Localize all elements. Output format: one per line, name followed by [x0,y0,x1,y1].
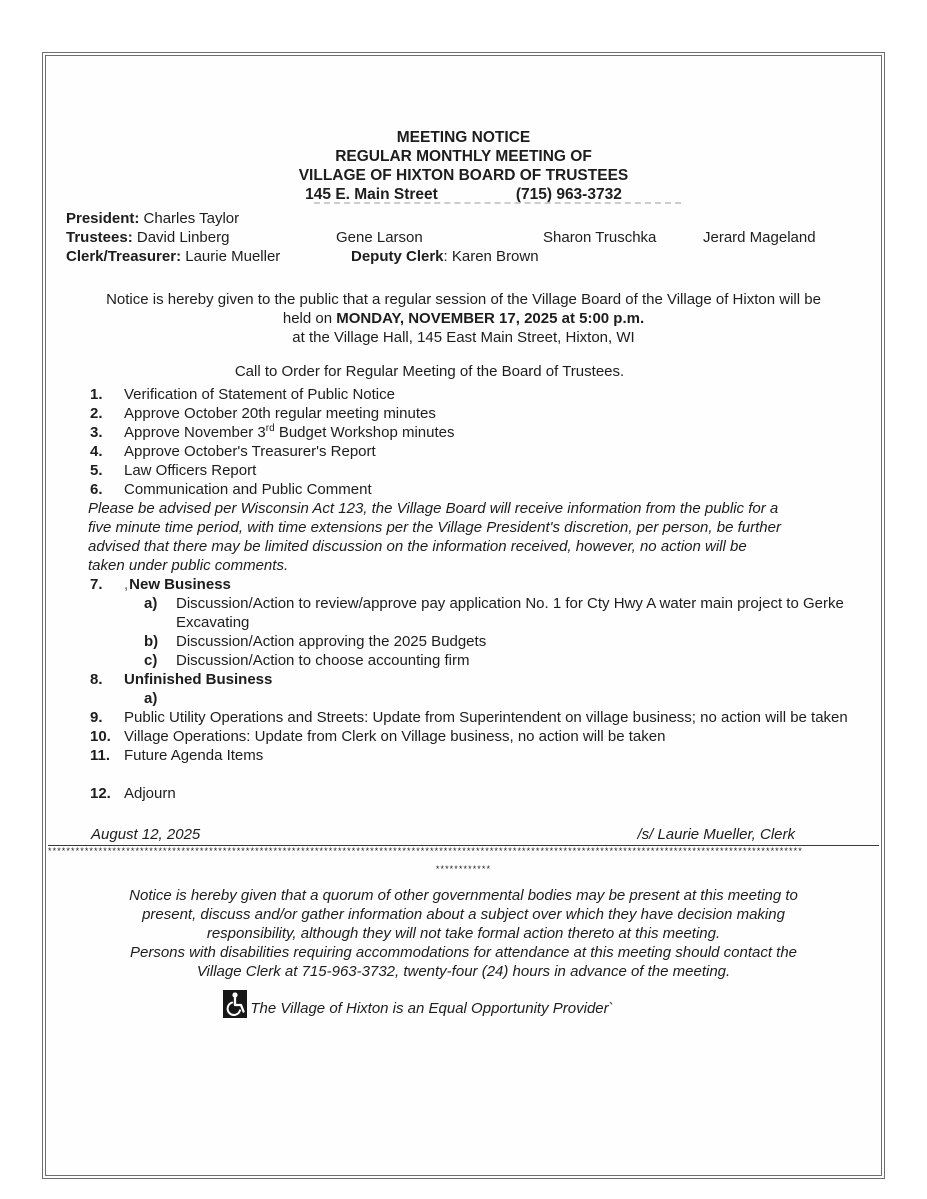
trustee-name: David Linberg [132,229,230,246]
call-to-order: Call to Order for Regular Meeting of the Board of Trustees. [234,363,625,380]
president-label: President: [66,210,140,227]
item-text-part: Approve November 3 [124,424,266,441]
paragraph-line: taken under public comments. [88,557,289,574]
paragraph-line: Notice is hereby given that a quorum of other governmental bodies may be present at this meeting to [129,887,798,904]
agenda-item-12 [90,784,861,803]
item-text: Approve October 20th regular meeting minutes [124,405,436,422]
street-address: 145 E. Main Street [305,186,438,203]
item-number: 4. [90,443,103,460]
paragraph-line: Persons with disabilities requiring accommodations for attendance at this meeting should contact the [129,944,798,961]
meeting-datetime: MONDAY, NOVEMBER 17, 2025 at 5:00 p.m. [336,310,645,327]
subitem-letter: c) [144,652,158,669]
notice-line: Notice is hereby given to the public that a regular session of the Village Board of the Village of Hixton will be [106,291,821,308]
item-number: 5. [90,462,103,479]
item-text [124,423,861,442]
item-text [124,575,861,594]
notice-date: August 12, 2025 [91,826,201,843]
phone-number: (715) 963-3732 [515,186,622,203]
meeting-notice-paragraph [66,290,861,347]
title-line-3: VILLAGE OF HIXTON BOARD OF TRUSTEES [298,167,629,184]
item-text: Adjourn [124,785,176,802]
item-text: Future Agenda Items [124,747,264,764]
item-number: 9. [90,709,103,726]
scan-artifact [314,202,681,204]
item-number: 1. [90,386,103,403]
item-number: 12. [90,785,111,802]
agenda-item-5 [90,461,861,480]
agenda-item-11 [90,746,861,765]
clerk-signature: /s/ Laurie Mueller, Clerk [637,826,795,843]
address-phone-line [66,185,861,204]
agenda-item-8a [144,689,861,708]
document-page [42,52,885,1179]
paragraph-line: five minute time period, with time extensions per the Village President's discretion, per person, be further [88,519,781,536]
item-text: Verification of Statement of Public Notice [124,386,395,403]
subitem-text: Discussion/Action approving the 2025 Budgets [176,633,487,650]
item-text: Public Utility Operations and Streets: Update from Superintendent on village business; no action will be taken [124,709,848,726]
title-line-1: MEETING NOTICE [396,129,531,146]
officers-block [66,209,861,266]
item-number: 7. [90,576,103,593]
notice-line [66,309,861,328]
agenda-item-1 [90,385,861,404]
item-number: 8. [90,671,103,688]
trustee-name: Jerard Mageland [703,229,816,246]
subitem-text: Discussion/Action to review/approve pay application No. 1 for Cty Hwy A water main project to Gerke Excavating [176,595,844,631]
paragraph-line: Please be advised per Wisconsin Act 123, the Village Board will receive information from the public for a [88,500,779,517]
item-text: Communication and Public Comment [124,481,372,498]
item-text: Village Operations: Update from Clerk on Village business, no action will be taken [124,728,666,745]
item-number: 3. [90,424,103,441]
item-text: Law Officers Report [124,462,257,479]
notice-line-prefix: held on [282,310,337,327]
item-text: Unfinished Business [124,671,273,688]
agenda-item-9 [90,708,861,727]
wisconsin-act-123-paragraph [88,499,861,575]
equal-opportunity-text: The Village of Hixton is an Equal Opportunity Provider` [250,1000,614,1017]
clerk-label: Clerk/Treasurer: [66,248,182,265]
title-line-2: REGULAR MONTHLY MEETING OF [335,148,592,165]
deputy-clerk-label: Deputy Clerk [351,248,444,265]
paragraph-line: responsibility, although they will not take formal action thereto at this meeting. [206,925,721,942]
agenda-item-7 [90,575,861,594]
item-number: 10. [90,728,111,745]
agenda-item-7b [144,632,861,651]
agenda-item-3 [90,423,861,442]
scan-artifact: , [124,576,129,593]
agenda-item-7a [144,594,861,632]
item-text-part: New Business [129,576,231,593]
paragraph-line: advised that there may be limited discussion on the information received, however, no action will be [88,538,747,555]
president-row [66,209,861,228]
trustees-row [66,228,861,247]
item-number: 11. [90,747,111,764]
item-text: Approve October's Treasurer's Report [124,443,376,460]
president-name: Charles Taylor [139,210,240,227]
agenda-item-10 [90,727,861,746]
subitem-text: Discussion/Action to choose accounting firm [176,652,470,669]
subitem-letter: a) [144,595,158,612]
subitem-letter: a) [144,690,158,707]
agenda-item-8 [90,670,861,689]
subitem-text [176,689,861,708]
quorum-notice-paragraph [66,886,861,981]
notice-header [66,128,861,204]
trustees-label: Trustees: [66,229,133,246]
deputy-clerk-name: : Karen Brown [443,248,539,265]
agenda-item-6 [90,480,861,499]
paragraph-line: Village Clerk at 715-963-3732, twenty-four (24) hours in advance of the meeting. [196,963,731,980]
trustee-name: Sharon Truschka [543,229,657,246]
ordinal-suffix: rd [265,423,275,434]
item-number: 6. [90,481,103,498]
notice-line: at the Village Hall, 145 East Main Street, Hixton, WI [292,329,635,346]
item-number: 2. [90,405,103,422]
agenda-item-4 [90,442,861,461]
clerk-name: Laurie Mueller [181,248,281,265]
spacer [66,765,861,784]
agenda-item-7c [144,651,861,670]
agenda-item-2 [90,404,861,423]
clerk-row [66,247,861,266]
item-text-part: Budget Workshop minutes [274,424,455,441]
subitem-letter: b) [144,633,159,650]
trustee-name: Gene Larson [336,229,423,246]
equal-opportunity-row [66,990,771,1018]
asterisk-divider-full: ******************************************************************************************************************************************************************** [48,846,803,856]
signoff-row [66,825,861,844]
wheelchair-icon [223,990,247,1018]
paragraph-line: present, discuss and/or gather information about a subject over which they have decision making [142,906,785,923]
asterisk-divider-short: ************ [435,864,492,874]
